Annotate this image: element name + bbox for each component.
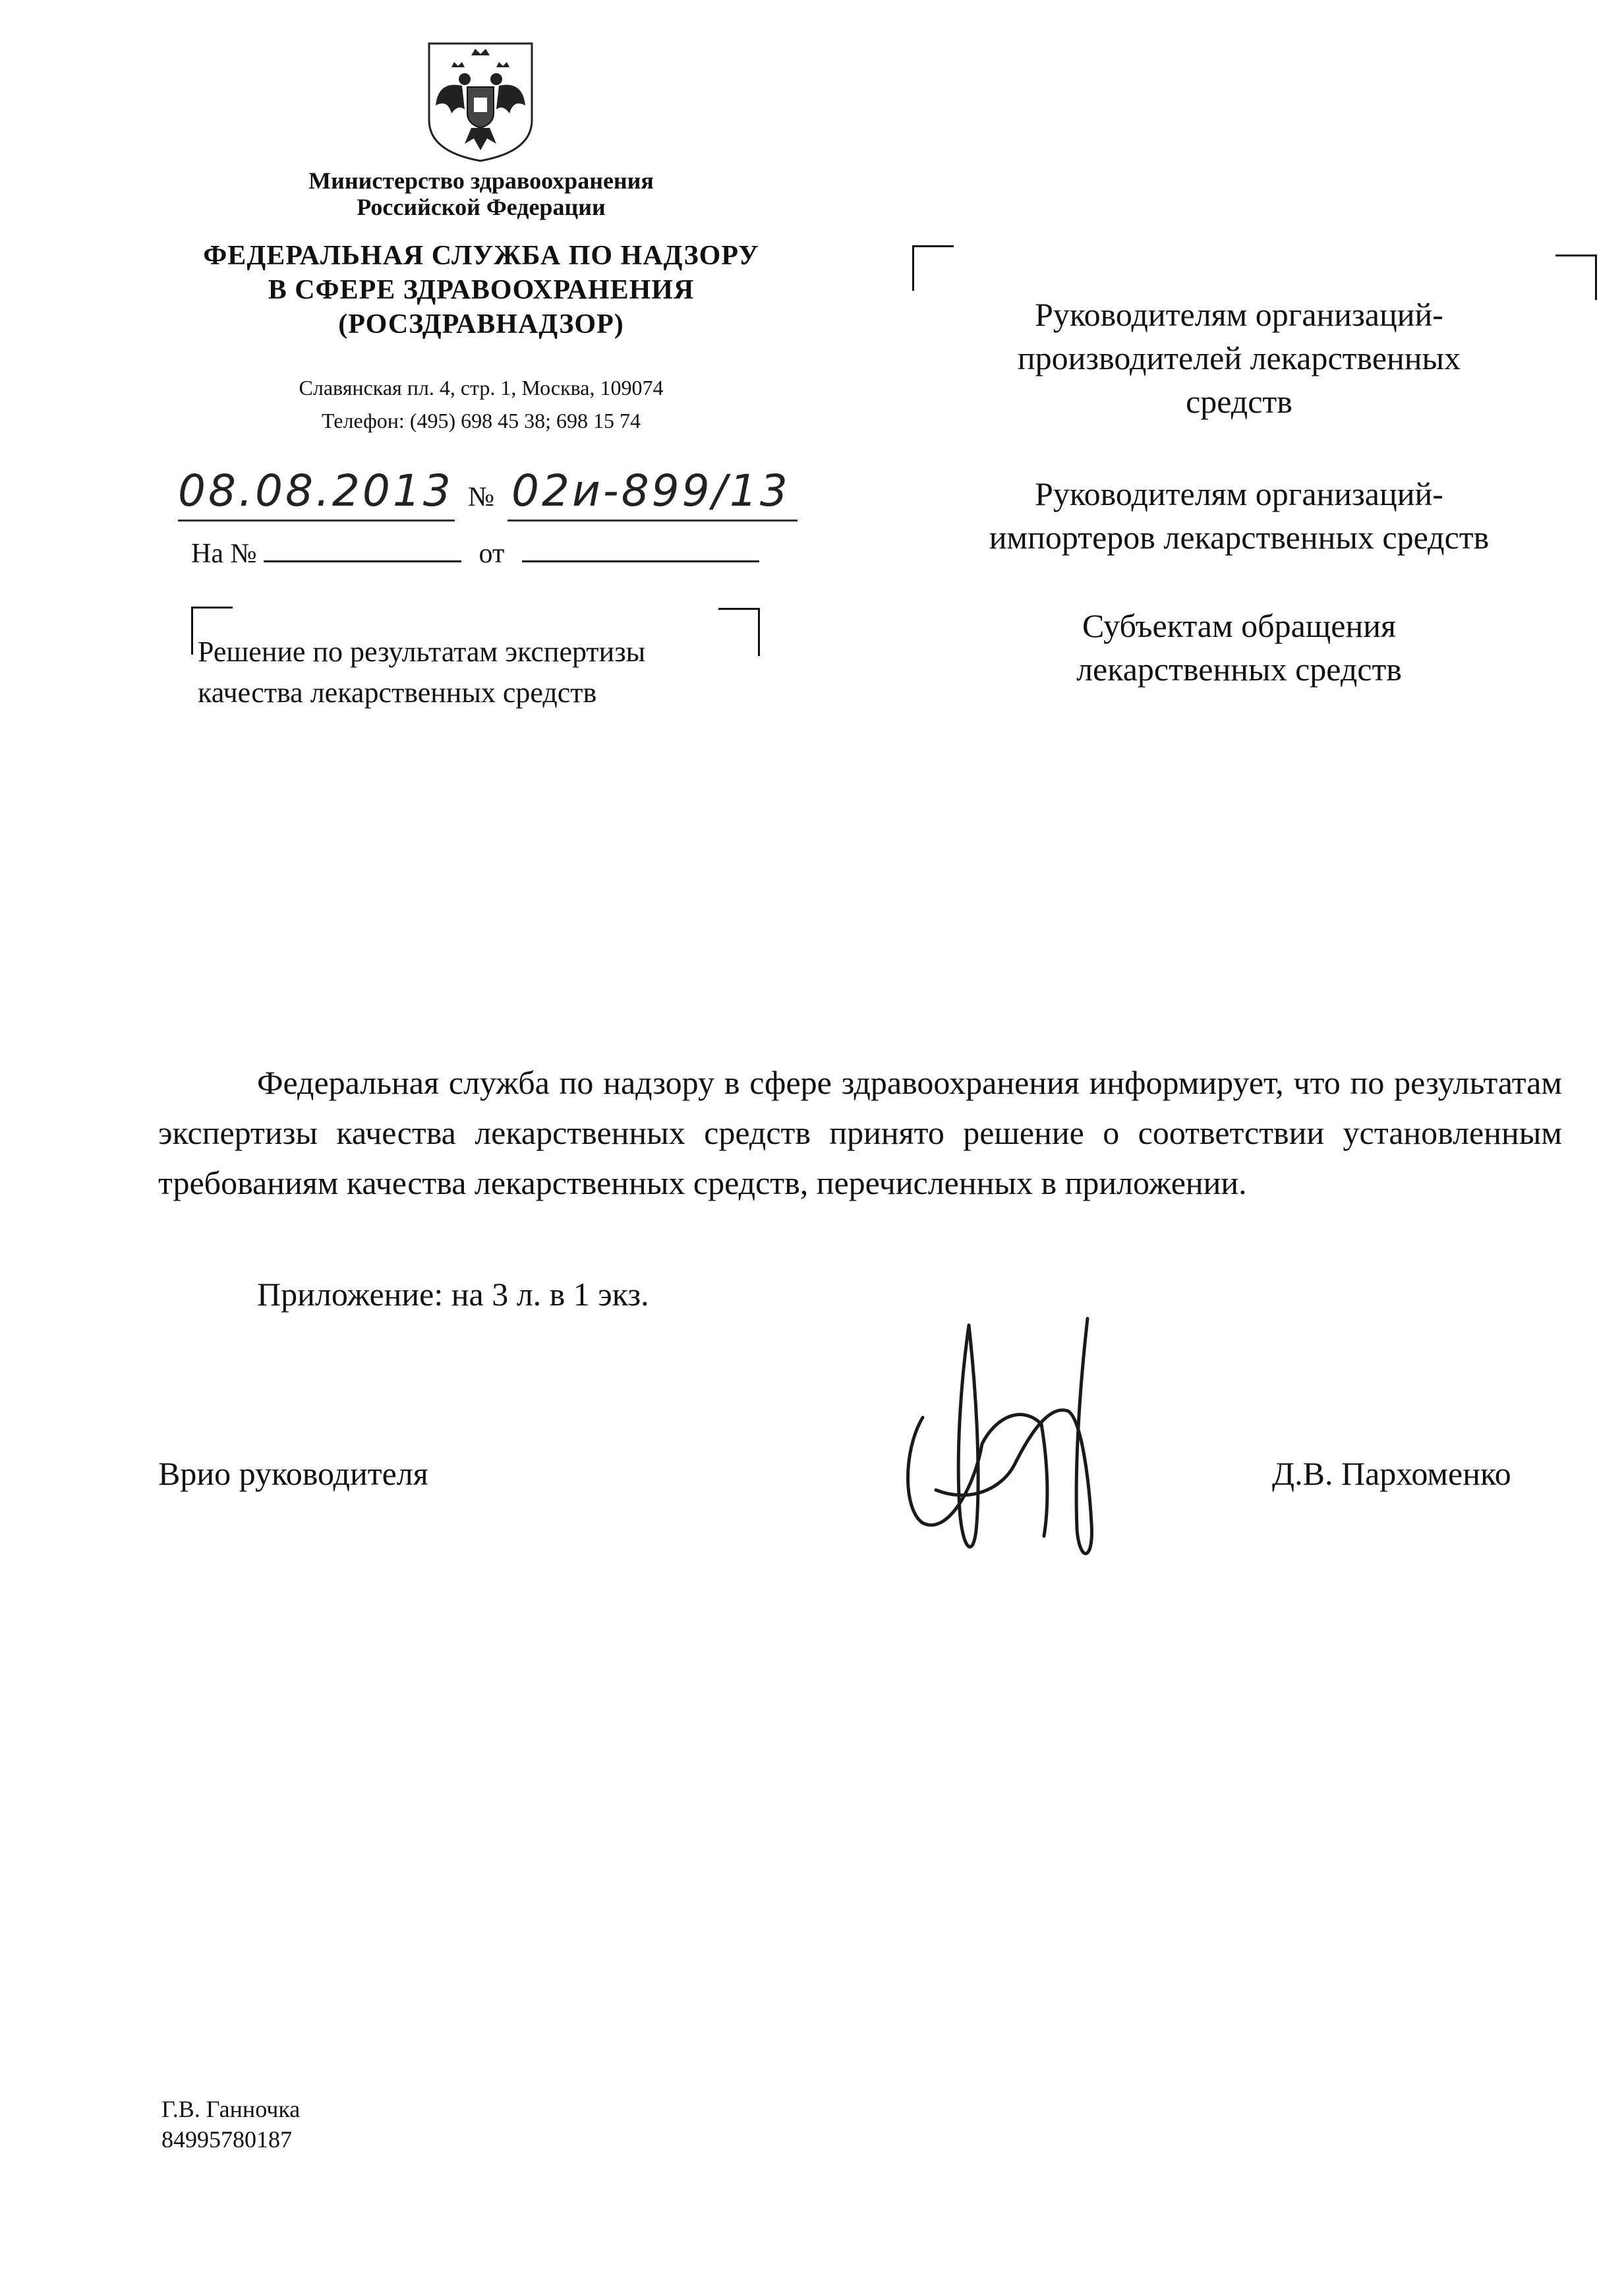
registration-line [178, 465, 837, 531]
executor-name: Г.В. Ганночка [161, 2096, 301, 2122]
subject-block [198, 632, 645, 713]
service-address: Славянская пл. 4, стр. 1, Москва, 109074 [299, 376, 664, 400]
service-name-line3: (РОСЗДРАВНАДЗОР) [338, 309, 624, 340]
reference-date-blank [522, 534, 759, 562]
registration-number: 02и-899/13 [511, 465, 790, 516]
addressee-line: Субъектам обращения [1082, 607, 1396, 644]
addressee-line: Руководителям организаций- [1035, 475, 1443, 512]
addressee-bracket-left [912, 245, 954, 291]
service-name-line2: В СФЕРЕ ЗДРАВООХРАНЕНИЯ [268, 275, 695, 305]
executor-phone: 84995780187 [161, 2126, 292, 2153]
registration-date: 08.08.2013 [178, 465, 453, 516]
attachment-line: Приложение: на 3 л. в 1 экз. [257, 1276, 649, 1313]
number-sign: № [468, 482, 495, 512]
number-underline [508, 520, 798, 522]
signer-position: Врио руководителя [158, 1455, 428, 1492]
addressee-line: средств [1186, 383, 1292, 420]
executor-block [161, 2094, 300, 2155]
body-paragraph-block [158, 1058, 1562, 1208]
addressee-line: импортеров лекарственных средств [989, 519, 1490, 556]
handwritten-signature-icon [896, 1312, 1120, 1576]
date-underline [178, 520, 455, 522]
service-phone: Телефон: (495) 698 45 38; 698 15 74 [321, 409, 641, 432]
subject-line2: качества лекарственных средств [198, 676, 597, 709]
addressee-group-importers [910, 472, 1569, 559]
addressee-line: Руководителям организаций- [1035, 296, 1443, 333]
reference-from-label: от [478, 539, 505, 569]
ministry-name-line2: Российской Федерации [357, 194, 606, 220]
coat-of-arms-icon [425, 41, 536, 164]
reference-number-blank [264, 534, 461, 562]
addressee-group-manufacturers [910, 293, 1569, 423]
signer-name: Д.В. Пархоменко [1272, 1455, 1511, 1492]
addressee-group-subjects [910, 604, 1569, 691]
ministry-name-line1: Министерство здравоохранения [308, 167, 654, 194]
reference-label: На № [191, 539, 257, 569]
addressee-line: лекарственных средств [1076, 651, 1402, 688]
body-paragraph: Федеральная служба по надзору в сфере здравоохранения информирует, что по результатам экспертизы качества лекарственных средств принято решение о соответствии установленным требованиям качества лекарственных средств, перечисленных в приложении. [158, 1064, 1562, 1201]
subject-bracket-right [718, 608, 760, 656]
addressee-line: производителей лекарственных [1017, 340, 1461, 376]
service-name-line1: ФЕДЕРАЛЬНАЯ СЛУЖБА ПО НАДЗОРУ [203, 241, 759, 271]
subject-line1: Решение по результатам экспертизы [198, 636, 646, 668]
reference-line [191, 534, 771, 574]
